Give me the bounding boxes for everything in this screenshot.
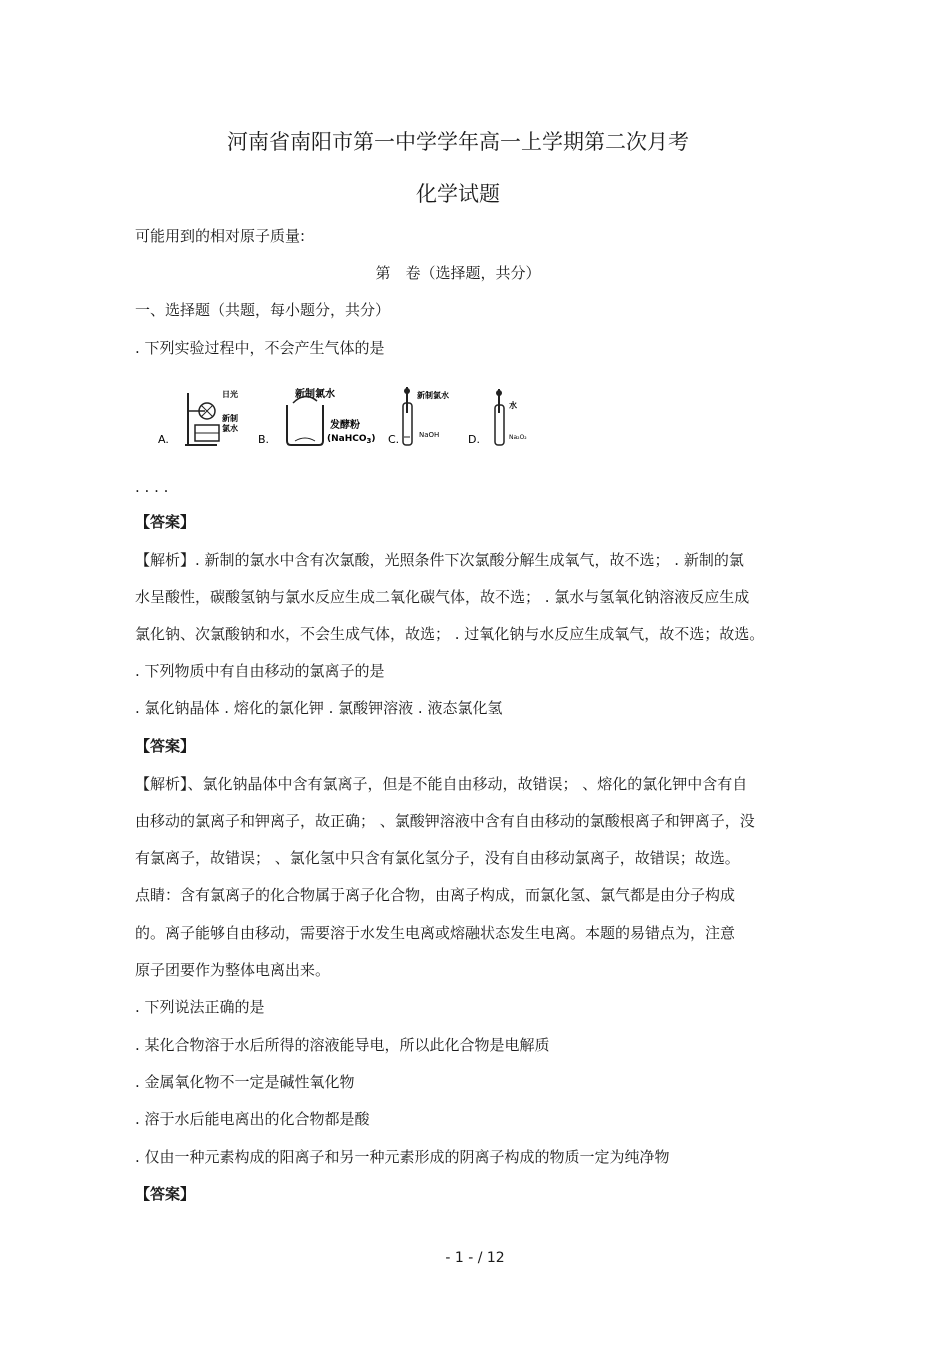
q2-analysis-line2: 由移动的氯离子和钾离子，故正确； 、氯酸钾溶液中含有自由移动的氯酸根离子和钾离子，没 (135, 812, 755, 830)
fig-c-label: C. (388, 433, 400, 446)
svg-text:(NaHCO3) (327, 434, 376, 445)
q3-stem: . 下列说法正确的是 (135, 998, 265, 1016)
fig-d-label: D. (468, 433, 480, 446)
atomic-mass-note: 可能用到的相对原子质量: (135, 227, 306, 245)
q2-answer-label: 【答案】 (135, 737, 196, 755)
q1-analysis-line3: 氯化钠、次氯酸钠和水，不会生成气体，故选； . 过氧化钠与水反应生成氧气，故不选；故选。 (135, 625, 765, 643)
q3-answer-label: 【答案】 (135, 1185, 196, 1203)
q1-stem: . 下列实验过程中，不会产生气体的是 (135, 339, 385, 357)
fig-c-bottom: NaOH (419, 431, 440, 439)
q3-option-b: . 金属氧化物不一定是碱性氧化物 (135, 1073, 355, 1091)
fig-a-label: A. (158, 433, 169, 446)
q1-options: . . . . (135, 478, 169, 496)
section-heading: 一、选择题（共题，每小题分，共分） (135, 301, 391, 319)
q3-option-d: . 仅由一种元素构成的阳离子和另一种元素形成的阴离子构成的物质一定为纯净物 (135, 1148, 670, 1166)
q1-apparatus-figure (155, 383, 545, 453)
fig-b-sub: 3 (366, 437, 372, 445)
q3-option-a: . 某化合物溶于水后所得的溶液能导电，所以此化合物是电解质 (135, 1036, 550, 1054)
fig-b-formula: (NaHCO (327, 434, 367, 444)
document-subtitle: 化学试题 (416, 182, 500, 206)
document-title: 河南省南阳市第一中学学年高一上学期第二次月考 (227, 130, 689, 154)
q1-answer-label: 【答案】 (135, 513, 196, 531)
q1-analysis-line2: 水呈酸性，碳酸氢钠与氯水反应生成二氧化碳气体，故不选； . 氯水与氢氧化钠溶液反应生成 (135, 588, 750, 606)
fig-d-bottom: Na₂O₂ (509, 434, 527, 441)
q1-analysis-line1: 【解析】. 新制的氯水中含有次氯酸，光照条件下次氯酸分解生成氧气，故不选； . 新制的氯 (135, 551, 744, 569)
fig-a-sun: 日光 (222, 390, 238, 399)
q2-analysis-line3: 有氯离子，故错误； 、氯化氢中只含有氯化氢分子，没有自由移动氯离子，故错误；故选。 (135, 849, 740, 867)
q2-options: . 氯化钠晶体 . 熔化的氯化钾 . 氯酸钾溶液 . 液态氯化氢 (135, 699, 503, 717)
page-number: - 1 - / 12 (445, 1250, 505, 1266)
fig-b-powder: 发酵粉 (330, 420, 360, 431)
part-heading: 第 卷（选择题，共分） (375, 264, 541, 282)
q3-option-c: . 溶于水后能电离出的化合物都是酸 (135, 1110, 370, 1128)
fig-c-top: 新制氯水 (417, 391, 449, 400)
fig-a-reagent2: 氯水 (222, 424, 238, 433)
fig-d-top: 水 (509, 401, 517, 410)
q2-tip-line3: 原子团要作为整体电离出来。 (135, 961, 331, 979)
q2-stem: . 下列物质中有自由移动的氯离子的是 (135, 662, 385, 680)
q2-analysis-line1: 【解析】、氯化钠晶体中含有氯离子，但是不能自由移动，故错误； 、熔化的氯化钾中含有自 (135, 775, 748, 793)
fig-b-top: 新制氯水 (295, 389, 335, 400)
fig-b-close: ) (371, 434, 376, 444)
q2-tip-line1: 点睛：含有氯离子的化合物属于离子化合物，由离子构成，而氯化氢、氯气都是由分子构成 (135, 886, 736, 904)
fig-b-label: B. (258, 433, 270, 446)
fig-a-reagent1: 新制 (222, 414, 238, 423)
q2-tip-line2: 的。离子能够自由移动，需要溶于水发生电离或熔融状态发生电离。本题的易错点为，注意 (135, 924, 736, 942)
